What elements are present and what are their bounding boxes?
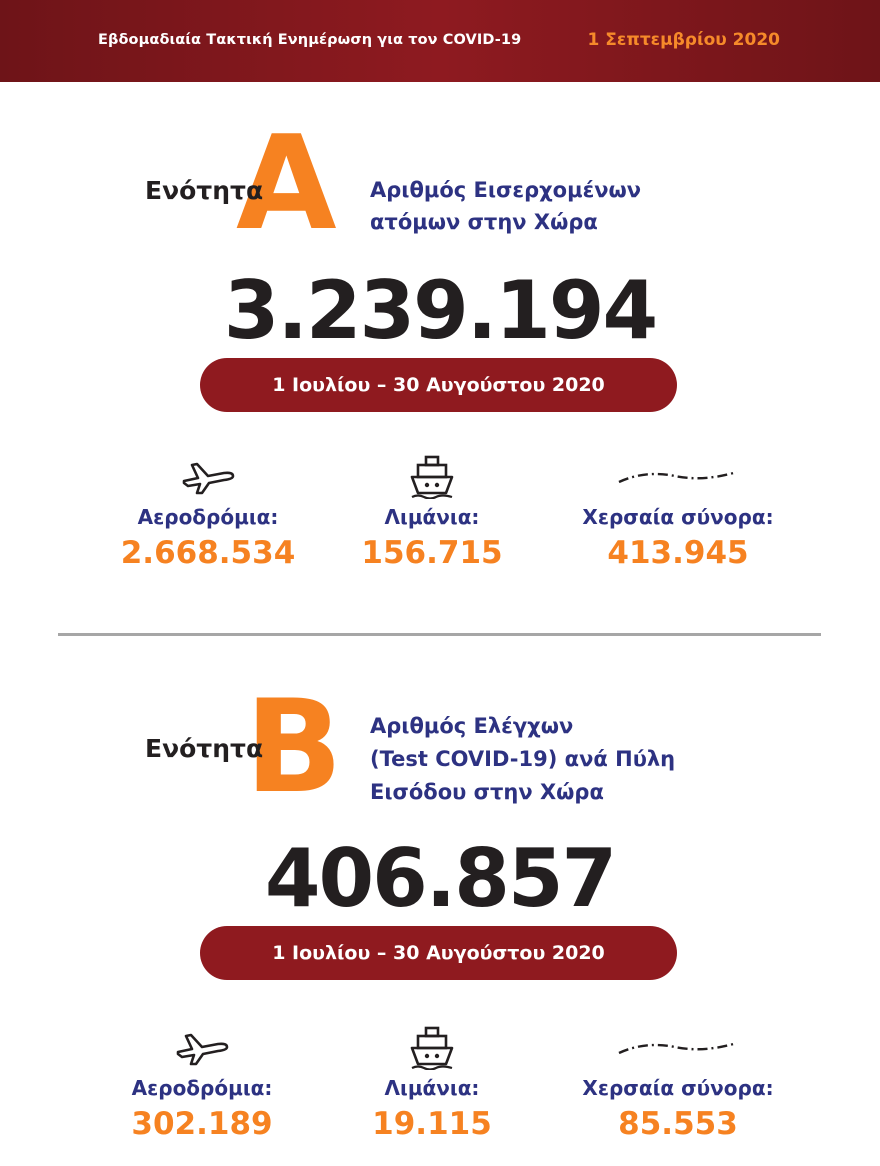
section-b-desc-line: Αριθμός Ελέγχων: [370, 714, 574, 738]
stat-label: Αεροδρόμια:: [137, 505, 279, 529]
stat-value: 156.715: [361, 535, 503, 571]
stat-label: Λιμάνια:: [384, 1076, 480, 1100]
header-date: 1 Σεπτεμβρίου 2020: [587, 30, 780, 50]
section-a-desc-line: Αριθμός Εισερχομένων: [370, 178, 642, 202]
stat-label: Αεροδρόμια:: [131, 1076, 273, 1100]
stat-value: 19.115: [372, 1106, 492, 1142]
border-line-icon: [548, 455, 808, 499]
ship-icon: [302, 1026, 562, 1070]
section-b-period-pill: 1 Ιουλίου – 30 Αυγούστου 2020: [200, 926, 677, 980]
section-b-stat-ports: [302, 1026, 562, 1142]
section-b-stat-airports: [72, 1026, 332, 1142]
stat-value: 85.553: [618, 1106, 738, 1142]
section-b-stat-land-borders: [548, 1026, 808, 1142]
ship-icon: [302, 455, 562, 499]
stat-label: Λιμάνια:: [384, 505, 480, 529]
section-b-description: [370, 710, 675, 809]
section-a-total: 3.239.194: [223, 264, 657, 357]
section-a-description: [370, 174, 641, 238]
section-a-letter: A: [236, 107, 337, 259]
stat-label: Χερσαία σύνορα:: [582, 1076, 774, 1100]
section-divider: [58, 633, 821, 636]
section-b-label: Ενότητα: [145, 734, 264, 763]
section-a-stat-ports: [302, 455, 562, 571]
stat-label: Χερσαία σύνορα:: [582, 505, 774, 529]
section-b-letter: B: [245, 673, 343, 822]
section-a-stat-land-borders: [548, 455, 808, 571]
airplane-icon: [72, 1026, 332, 1070]
section-b-total: 406.857: [264, 832, 616, 925]
border-line-icon: [548, 1026, 808, 1070]
stat-value: 2.668.534: [120, 535, 296, 571]
section-a-period-pill: 1 Ιουλίου – 30 Αυγούστου 2020: [200, 358, 677, 412]
stat-value: 302.189: [131, 1106, 273, 1142]
header-title: Εβδομαδιαία Τακτική Ενημέρωση για τον COVID-19: [98, 32, 522, 48]
airplane-icon: [78, 455, 338, 499]
section-a-desc-line: ατόμων στην Χώρα: [370, 210, 598, 234]
section-a-stat-airports: [78, 455, 338, 571]
section-b-desc-line: Εισόδου στην Χώρα: [370, 780, 604, 804]
section-a-label: Ενότητα: [145, 176, 264, 205]
stat-value: 413.945: [607, 535, 749, 571]
section-b-desc-line: (Test COVID-19) ανά Πύλη: [370, 747, 676, 771]
header-bar: [0, 0, 880, 82]
